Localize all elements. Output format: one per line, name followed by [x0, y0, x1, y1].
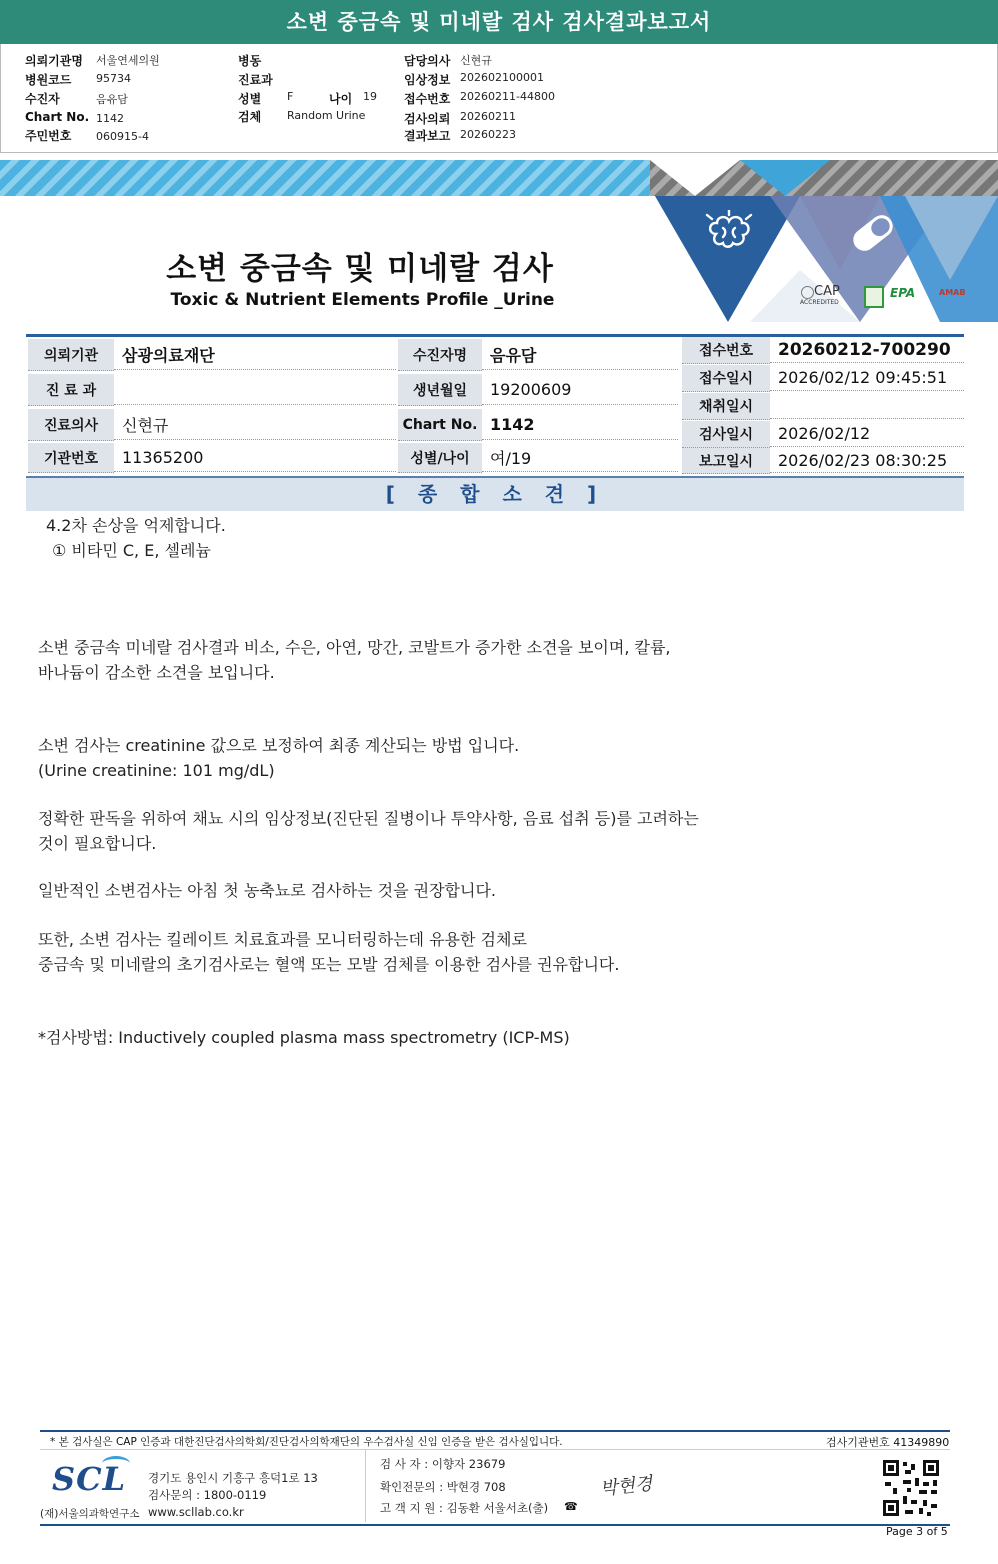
footer-registration-number: 검사기관번호 41349890	[826, 1436, 950, 1449]
info-hospital-code-label: 병원코드	[25, 73, 72, 87]
footer-customer-support: 고 객 지 원 : 김동환 서울서초(출)	[380, 1501, 549, 1515]
scl-logo: SCL	[52, 1460, 127, 1498]
cap-logo: CAP	[814, 284, 840, 299]
request-info-box	[0, 44, 998, 153]
summary-p4: 일반적인 소변검사는 아침 첫 농축뇨로 검사하는 것을 권장합니다.	[38, 881, 497, 900]
cell-report-date-label: 보고일시	[682, 448, 770, 474]
cell-doctor-label: 진료의사	[28, 409, 114, 441]
info-clinical-label: 임상정보	[404, 73, 451, 87]
info-ward-label: 병동	[238, 54, 262, 68]
capsule-icon	[846, 208, 900, 258]
cell-chart-value: 1142	[482, 409, 678, 440]
cell-test-date-value: 2026/02/12	[770, 421, 964, 447]
info-specimen-label: 검체	[238, 110, 262, 124]
cell-doctor-value: 신현규	[114, 409, 396, 440]
amab-logo: AMAB	[939, 288, 966, 297]
cell-dept-label: 진 료 과	[28, 374, 114, 406]
cell-inst-no-value: 11365200	[114, 443, 396, 472]
footer-rule	[40, 1430, 950, 1432]
summary-p5-line-1: 또한, 소변 검사는 킬레이트 치료효과를 모니터링하는데 유용한 검체로	[38, 930, 527, 949]
footer-divider	[365, 1450, 366, 1522]
cell-sexage-label: 성별/나이	[398, 443, 482, 473]
info-report-date-label: 결과보고	[404, 129, 451, 143]
info-patient-label: 수진자	[25, 92, 60, 106]
cell-report-date-value: 2026/02/23 08:30:25	[770, 448, 964, 473]
summary-line-2: ① 비타민 C, E, 셀레늄	[52, 541, 211, 560]
cell-chart-label: Chart No.	[398, 409, 482, 441]
footer-specialist: 확인전문의 : 박현경 708	[380, 1480, 506, 1494]
footer-certification-note: * 본 검사실은 CAP 인증과 대한진단검사의학회/진단검사의학재단의 우수검사실 신임 인증을 받은 검사실입니다.	[50, 1436, 563, 1448]
cell-receipt-date-label: 접수일시	[682, 365, 770, 392]
qr-code-icon	[883, 1460, 939, 1516]
info-request-date-value: 20260211	[460, 110, 516, 123]
cell-birth-value: 19200609	[482, 374, 678, 405]
info-dept-label: 진료과	[238, 73, 273, 87]
info-sex-label: 성별	[238, 92, 262, 106]
cell-patient-label: 수진자명	[398, 339, 482, 371]
patient-table	[26, 337, 964, 473]
info-id-value: 060915-4	[96, 130, 149, 143]
report-title: 소변 중금속 및 미네랄 검사 검사결과보고서	[0, 0, 998, 44]
info-chart-value: 1142	[96, 112, 124, 125]
cap-accredited-text: ACCREDITED	[800, 299, 839, 306]
footer-org-name: (재)서울의과학연구소	[40, 1508, 140, 1520]
info-hospital-code-value: 95734	[96, 72, 131, 85]
cell-sexage-value: 여/19	[482, 443, 678, 472]
summary-p1-line-1: 소변 중금속 미네랄 검사결과 비소, 수은, 아연, 망간, 코발트가 증가한 소견을 보이며, 칼륨,	[38, 638, 671, 657]
summary-p2-line-2: (Urine creatinine: 101 mg/dL)	[38, 761, 275, 780]
cell-inst-no-label: 기관번호	[28, 443, 114, 473]
lm-logo-icon	[864, 286, 884, 308]
page-number: Page 3 of 5	[886, 1525, 948, 1538]
info-patient-value: 음유담	[96, 93, 128, 106]
summary-p5-line-2: 중금속 및 미네랄의 초기검사로는 혈액 또는 모발 검체를 이용한 검사를 권유합니다.	[38, 955, 620, 974]
info-institution-value: 서울연세의원	[96, 54, 160, 67]
info-id-label: 주민번호	[25, 129, 72, 143]
cap-seal-icon	[801, 286, 814, 299]
info-clinical-value: 202602100001	[460, 71, 544, 84]
phone-icon: ☎	[564, 1500, 578, 1513]
cell-dept-value	[114, 374, 396, 405]
cell-collect-label: 채취일시	[682, 393, 770, 420]
summary-p1-line-2: 바나듐이 감소한 소견을 보입니다.	[38, 663, 275, 682]
info-institution-label: 의뢰기관명	[25, 54, 83, 68]
info-specimen-value: Random Urine	[287, 109, 366, 122]
summary-p3-line-1: 정확한 판독을 위하여 채뇨 시의 임상정보(진단된 질병이나 투약사항, 음료 섭취 등)를 고려하는	[38, 809, 699, 828]
cell-collect-value	[770, 393, 964, 419]
info-doctor-label: 담당의사	[404, 54, 451, 68]
cell-patient-value: 음유담	[482, 339, 678, 370]
info-doctor-value: 신현규	[460, 54, 492, 67]
info-age-label: 나이	[329, 92, 353, 106]
cell-test-date-label: 검사일시	[682, 421, 770, 448]
info-receipt-label: 접수번호	[404, 92, 451, 106]
summary-method: *검사방법: Inductively coupled plasma mass spectrometry (ICP-MS)	[38, 1028, 570, 1047]
summary-line-1: 4.2차 손상을 억제합니다.	[46, 516, 226, 535]
cell-receipt-date-value: 2026/02/12 09:45:51	[770, 365, 964, 391]
info-report-date-value: 20260223	[460, 128, 516, 141]
cell-institution-value: 삼광의료재단	[114, 339, 396, 370]
cell-receipt-no-value: 20260212-700290	[770, 337, 964, 363]
profile-title-korean: 소변 중금속 및 미네랄 검사	[166, 251, 554, 287]
footer-website: www.scllab.co.kr	[148, 1505, 244, 1519]
summary-heading: [ 종 합 소 견 ]	[26, 476, 964, 511]
specialist-signature: 박현경	[599, 1473, 654, 1500]
profile-title-english: Toxic & Nutrient Elements Profile _Urine	[170, 290, 555, 310]
summary-p3-line-2: 것이 필요합니다.	[38, 834, 157, 853]
scl-logo-swoosh-icon	[102, 1456, 130, 1471]
cell-receipt-no-label: 접수번호	[682, 337, 770, 364]
footer-tester: 검 사 자 : 이향자 23679	[380, 1457, 506, 1471]
summary-p2-line-1: 소변 검사는 creatinine 값으로 보정하여 최종 계산되는 방법 입니다.	[38, 736, 520, 755]
cell-birth-label: 생년월일	[398, 374, 482, 406]
footer-address: 경기도 용인시 기흥구 흥덕1로 13	[148, 1471, 318, 1485]
cell-institution-label: 의뢰기관	[28, 339, 114, 371]
footer-phone: 검사문의 : 1800-0119	[148, 1488, 267, 1502]
info-receipt-value: 20260211-44800	[460, 90, 555, 103]
footer-box	[40, 1449, 950, 1526]
info-request-date-label: 검사의뢰	[404, 112, 451, 126]
info-chart-label: Chart No.	[25, 110, 90, 124]
info-sex-value: F	[287, 90, 294, 103]
epa-logo: EPA	[890, 286, 916, 300]
info-age-value: 19	[363, 90, 377, 103]
